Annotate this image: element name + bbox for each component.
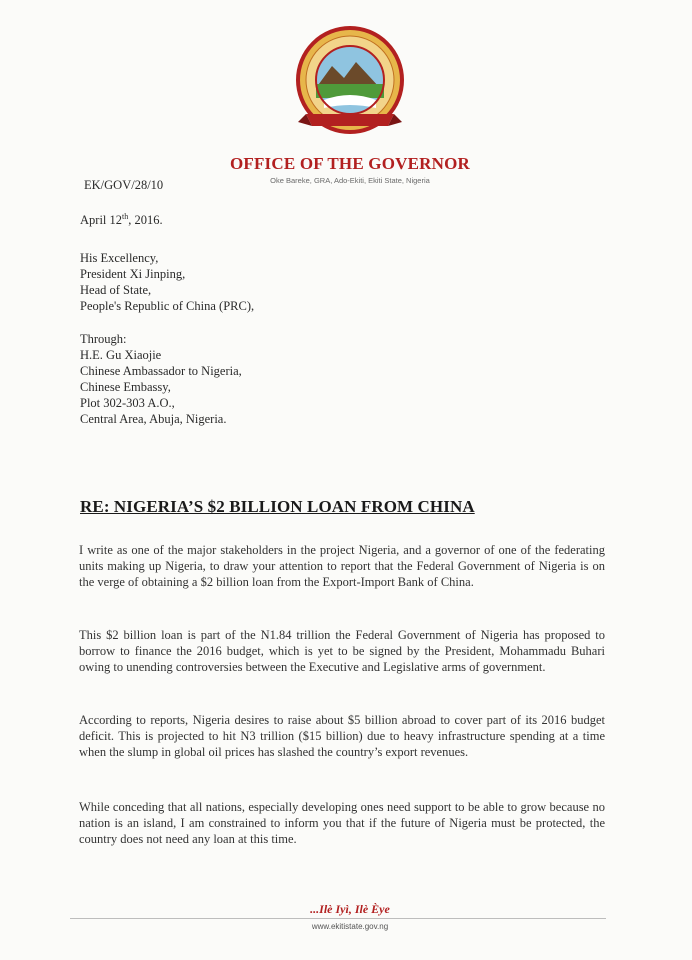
footer-motto: ...Ilè Iyì, Ilè Èye: [310, 902, 390, 916]
recipient-address: [80, 250, 254, 314]
through-line: H.E. Gu Xiaojie: [80, 348, 162, 362]
through-line: Central Area, Abuja, Nigeria.: [80, 412, 227, 426]
through-line: Through:: [80, 332, 127, 346]
date-year: , 2016.: [128, 213, 163, 228]
through-line: Chinese Ambassador to Nigeria,: [80, 364, 242, 378]
body-paragraph: This $2 billion loan is part of the N1.84 trillion the Federal Government of Nigeria has proposed to borrow to finance the 2016 budget, which is yet to be signed by the President, Mohammadu Buhari owing to unending controversies between the Executive and Legislative arms of government.: [79, 628, 605, 674]
through-line: Chinese Embassy,: [80, 380, 171, 394]
date-suffix: th: [122, 212, 129, 221]
recipient-line: Head of State,: [80, 283, 152, 297]
through-address: [80, 331, 242, 427]
letter-date: [80, 212, 163, 228]
body-paragraph: While conceding that all nations, especially developing ones need support to be able to grow because no nation is an island, I am constrained to inform you that if the future of Nigeria must be protected, the country does not need any loan at this time.: [79, 800, 605, 846]
recipient-line: People's Republic of China (PRC),: [80, 299, 255, 313]
body-paragraph: I write as one of the major stakeholders in the project Nigeria, and a governor of one of the federating units making up Nigeria, to draw your attention to report that the Federal Government of Nigeria is on the verge of obtaining a $2 billion loan from the Export-Import Bank of China.: [79, 543, 605, 589]
date-month-day: April 12: [80, 213, 123, 228]
body-paragraph: According to reports, Nigeria desires to raise about $5 billion abroad to cover part of its 2016 budget deficit. This is projected to hit N3 trillion ($15 billion) due to heavy infrastructure spending at a time when the slump in global oil prices has slashed the country’s export revenues.: [79, 713, 605, 759]
reference-number: EK/GOV/28/10: [84, 178, 164, 192]
footer-divider: [70, 918, 606, 919]
recipient-line: President Xi Jinping,: [80, 267, 186, 281]
office-address: Oke Bareke, GRA, Ado-Ekiti, Ekiti State, Nigeria: [270, 176, 430, 185]
ekiti-state-seal: [288, 22, 412, 146]
through-line: Plot 302-303 A.O.,: [80, 396, 175, 410]
subject-heading: RE: NIGERIA’S $2 BILLION LOAN FROM CHINA: [80, 497, 475, 516]
footer-website: www.ekitistate.gov.ng: [311, 922, 389, 931]
recipient-line: His Excellency,: [80, 251, 159, 265]
office-title: OFFICE OF THE GOVERNOR: [229, 154, 471, 173]
